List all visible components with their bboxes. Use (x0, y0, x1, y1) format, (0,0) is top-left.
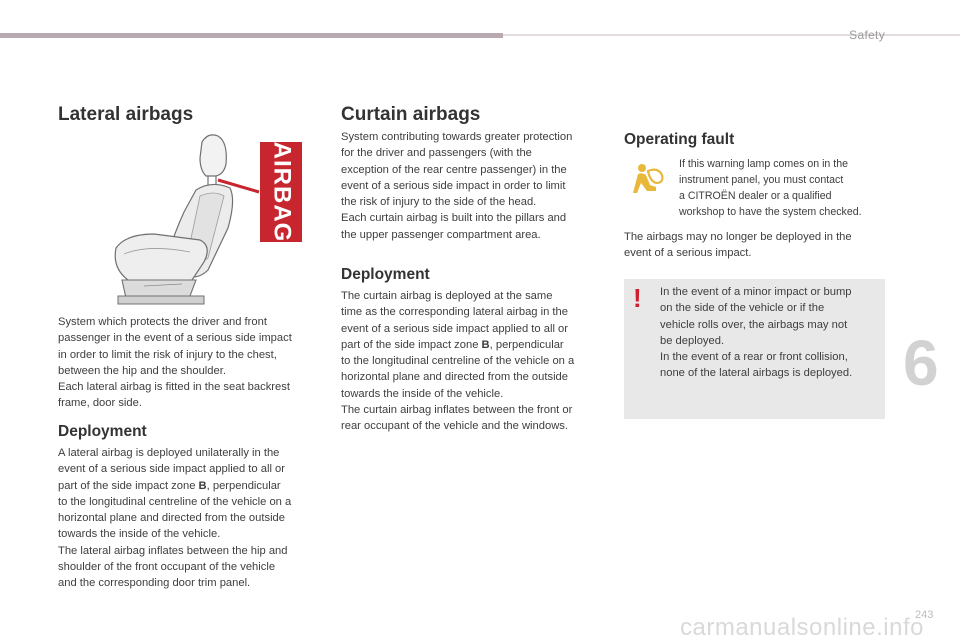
lateral-deployment-text: A lateral airbag is deployed unilaterally in the event of a serious side impact applied to all or part of the side impact zone B, perpendicular to the longitudinal centreline of the vehicle on a horizontal plane and directed from the outside towards the inside of the vehicle. The lateral airbag inflates between the hip and shoulder of the front occupant of the vehicle and the corresponding door trim panel. (58, 447, 292, 590)
seat-airbag-illustration (104, 130, 314, 308)
airbag-label-text: AIRBAG (268, 141, 296, 243)
airbag-warning-lamp-icon (628, 161, 666, 197)
section-title: Safety (849, 28, 885, 42)
page-number: 243 (915, 609, 934, 621)
chapter-number: 6 (903, 327, 939, 399)
curtain-intro-text: System contributing towards greater protection for the driver and passengers (with the exception of the rear centre passenger) in the event of a serious side impact in order to limit the risk of injury to the side of the head. Each curtain airbag is built into the pillars and the upper passenger compartment area. (341, 131, 573, 241)
curtain-deployment-text: The curtain airbag is deployed at the same time as the corresponding lateral airbag in the event of a serious side impact applied to all or part of the side impact zone B, perpendicular to the longitudinal centreline of the vehicle on a horizontal plane and directed from the outside towards the inside of the vehicle. The curtain airbag inflates between the front or rear occupant of the vehicle and the windows. (341, 290, 575, 433)
curtain-airbags-title: Curtain airbags (341, 104, 481, 125)
lateral-airbags-title: Lateral airbags (58, 104, 194, 125)
lateral-deployment-heading: Deployment (58, 423, 147, 440)
lateral-intro-text: System which protects the driver and front passenger in the event of a serious side impact in order to limit the risk of injury to the chest, between the hip and the shoulder. Each lateral airbag is fitted in the seat backrest frame, door side. (58, 316, 292, 410)
header-rule (503, 34, 960, 36)
exclamation-warning-icon: ! (633, 283, 642, 313)
warning-lamp-text: If this warning lamp comes on in the instrument panel, you must contact a CITROËN dealer or a qualified workshop to have the system checked. (679, 158, 862, 218)
curtain-deployment-heading: Deployment (341, 266, 430, 283)
header-accent-bar (0, 33, 503, 38)
warning-note-text: In the event of a minor impact or bump on the side of the vehicle or if the vehicle rolls over, the airbags may not be deployed. In the event of a rear or front collision, none of the lateral airbags is deployed. (660, 286, 853, 380)
fault-consequence-text: The airbags may no longer be deployed in the event of a serious impact. (624, 231, 852, 260)
watermark: carmanualsonline.info (680, 614, 924, 641)
operating-fault-heading: Operating fault (624, 131, 735, 148)
